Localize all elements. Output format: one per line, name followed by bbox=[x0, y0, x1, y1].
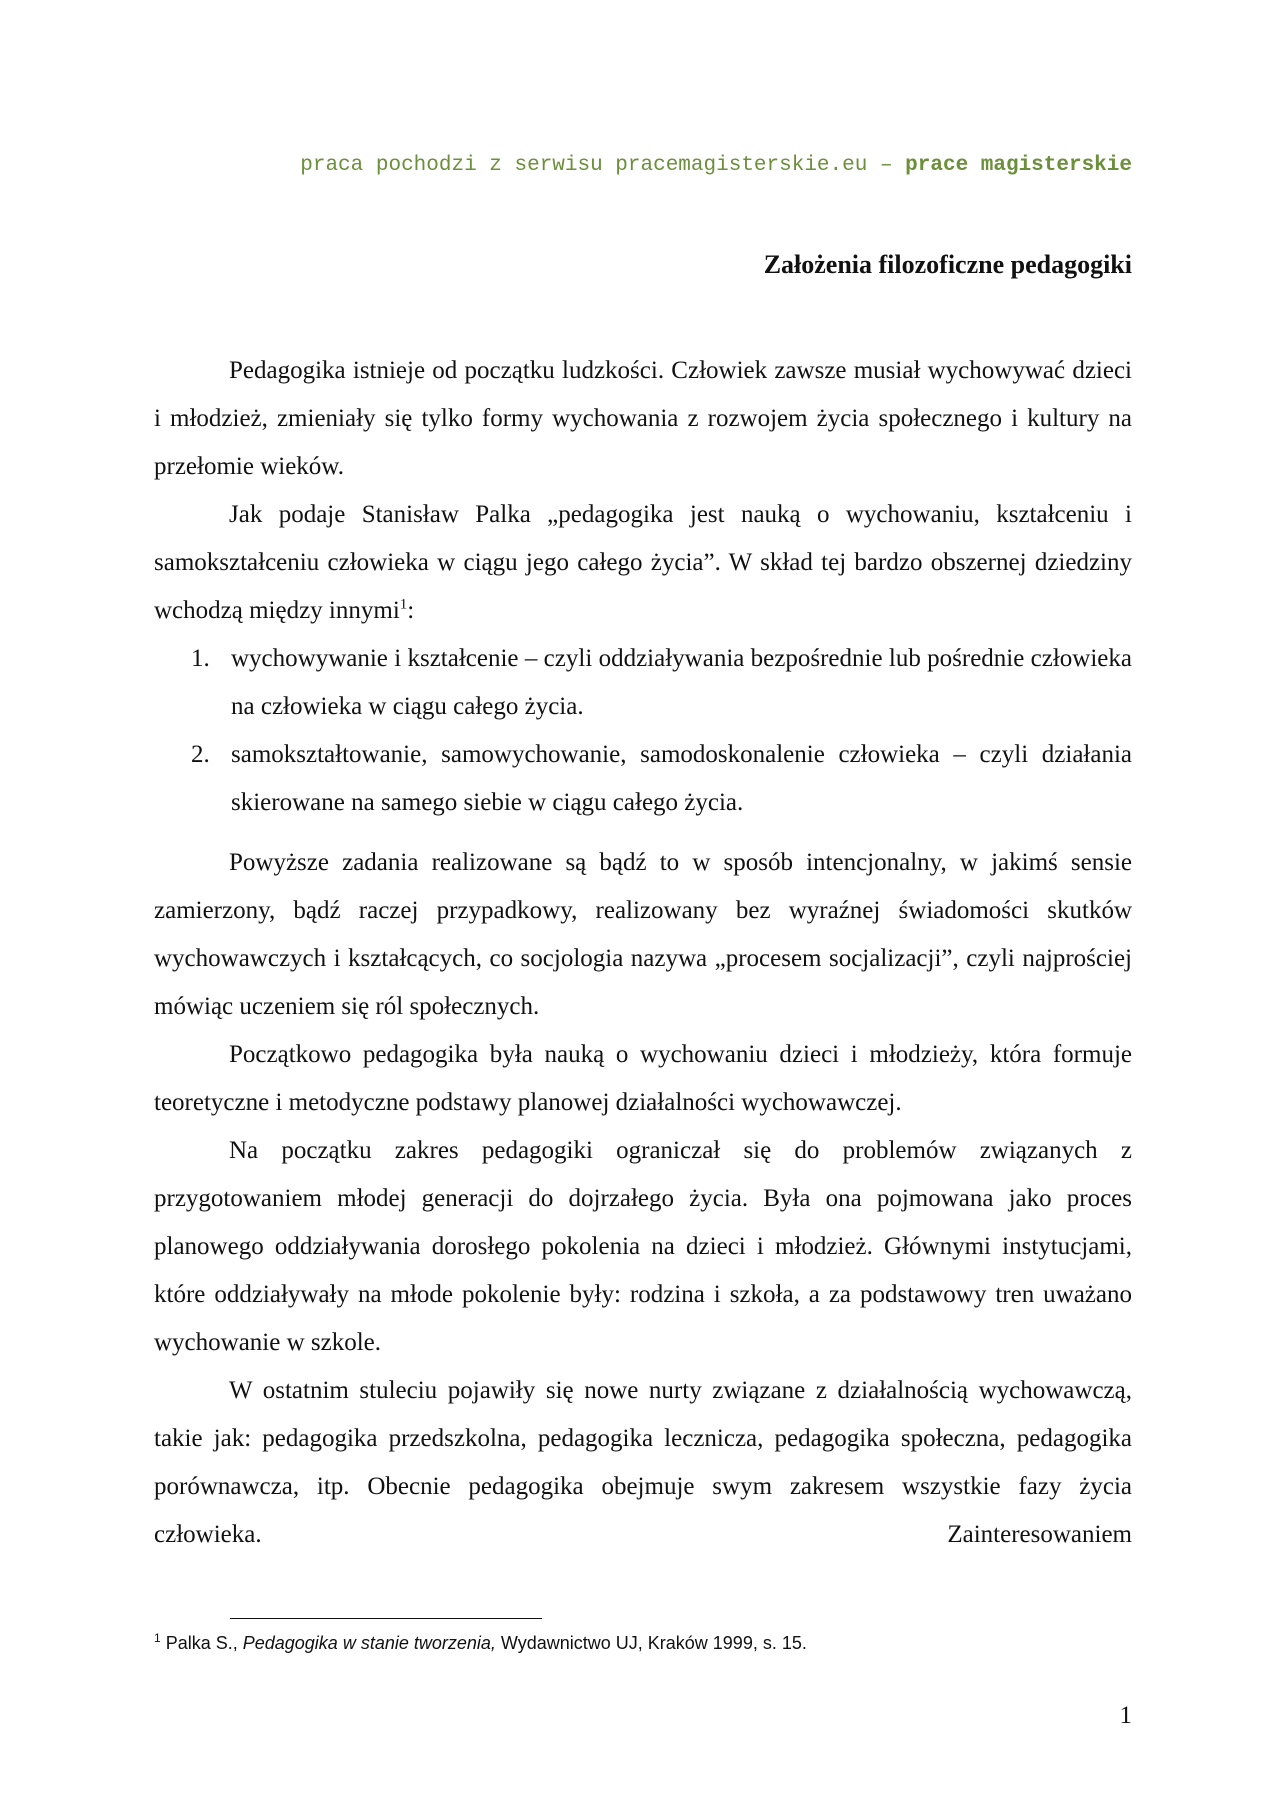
footnote-book-title: Pedagogika w stanie tworzenia, bbox=[242, 1633, 496, 1653]
page-number: 1 bbox=[1119, 1702, 1132, 1729]
list-item bbox=[154, 731, 1132, 827]
list-item-number: 2. bbox=[191, 741, 210, 768]
numbered-list bbox=[154, 635, 1132, 827]
document-title: Założenia filozoficzne pedagogiki bbox=[763, 250, 1132, 279]
footnote bbox=[154, 1630, 1132, 1656]
paragraph-2 bbox=[154, 491, 1132, 635]
list-item-number: 1. bbox=[191, 645, 210, 672]
list-item bbox=[154, 635, 1132, 731]
paragraph-2-text: Jak podaje Stanisław Palka „pedagogika jest nauką o wychowaniu, kształceniu i samokształceniu człowieka w ciągu jego całego życia”. W skład tej bardzo obszernej dziedziny wchodzą między innymi bbox=[154, 501, 1132, 624]
source-header-text: praca pochodzi z serwisu pracemagisterskie.eu – bbox=[300, 154, 906, 177]
source-header bbox=[150, 154, 1132, 177]
list-item-text: samokształtowanie, samowychowanie, samodoskonalenie człowieka – czyli działania skierowane na samego siebie w ciągu całego życia. bbox=[231, 741, 1132, 816]
source-header-bold-text: prace magisterskie bbox=[905, 154, 1132, 177]
paragraph-5: Na początku zakres pedagogiki ograniczał się do problemów związanych z przygotowaniem młodej generacji do dojrzałego życia. Była ona pojmowana jako proces planowego oddziaływania dorosłego pokolenia na dzieci i młodzież. Głównymi instytucjami, które oddziaływały na młode pokolenie były: rodzina i szkoła, a za podstawowy tren uważano wychowanie w szkole. bbox=[154, 1137, 1132, 1356]
paragraph-4: Początkowo pedagogika była nauką o wychowaniu dzieci i młodzieży, która formuje teoretyczne i metodyczne podstawy planowej działalności wychowawczej. bbox=[154, 1041, 1132, 1116]
paragraph-3: Powyższe zadania realizowane są bądź to w sposób intencjonalny, w jakimś sensie zamierzony, bądź raczej przypadkowy, realizowany bez wyraźnej świadomości skutków wychowawczych i kształcących, co socjologia nazywa „procesem socjalizacji”, czyli najprościej mówiąc uczeniem się ról społecznych. bbox=[154, 849, 1132, 1020]
footnote-reference: 1 bbox=[399, 596, 408, 613]
document-body bbox=[154, 347, 1132, 1559]
list-item-text: wychowywanie i kształcenie – czyli oddziaływania bezpośrednie lub pośrednie człowieka na człowieka w ciągu całego życia. bbox=[231, 645, 1132, 720]
paragraph-2-end: : bbox=[407, 597, 415, 624]
footnote-author: Palka S., bbox=[160, 1633, 243, 1653]
footnote-separator bbox=[230, 1618, 542, 1619]
paragraph-6: W ostatnim stuleciu pojawiły się nowe nurty związane z działalnością wychowawczą, takie jak: pedagogika przedszkolna, pedagogika lecznicza, pedagogika społeczna, pedagogika porównawcza, itp. Obecnie pedagogika obejmuje swym zakresem wszystkie fazy życia człowieka. Zainteresowaniem bbox=[154, 1377, 1132, 1548]
footnote-marker: 1 bbox=[154, 1631, 161, 1645]
footnote-publisher: Wydawnictwo UJ, Kraków 1999, s. 15. bbox=[495, 1633, 807, 1653]
paragraph-1: Pedagogika istnieje od początku ludzkości. Człowiek zawsze musiał wychowywać dzieci i młodzież, zmieniały się tylko formy wychowania z rozwojem życia społecznego i kultury na przełomie wieków. bbox=[154, 357, 1132, 480]
